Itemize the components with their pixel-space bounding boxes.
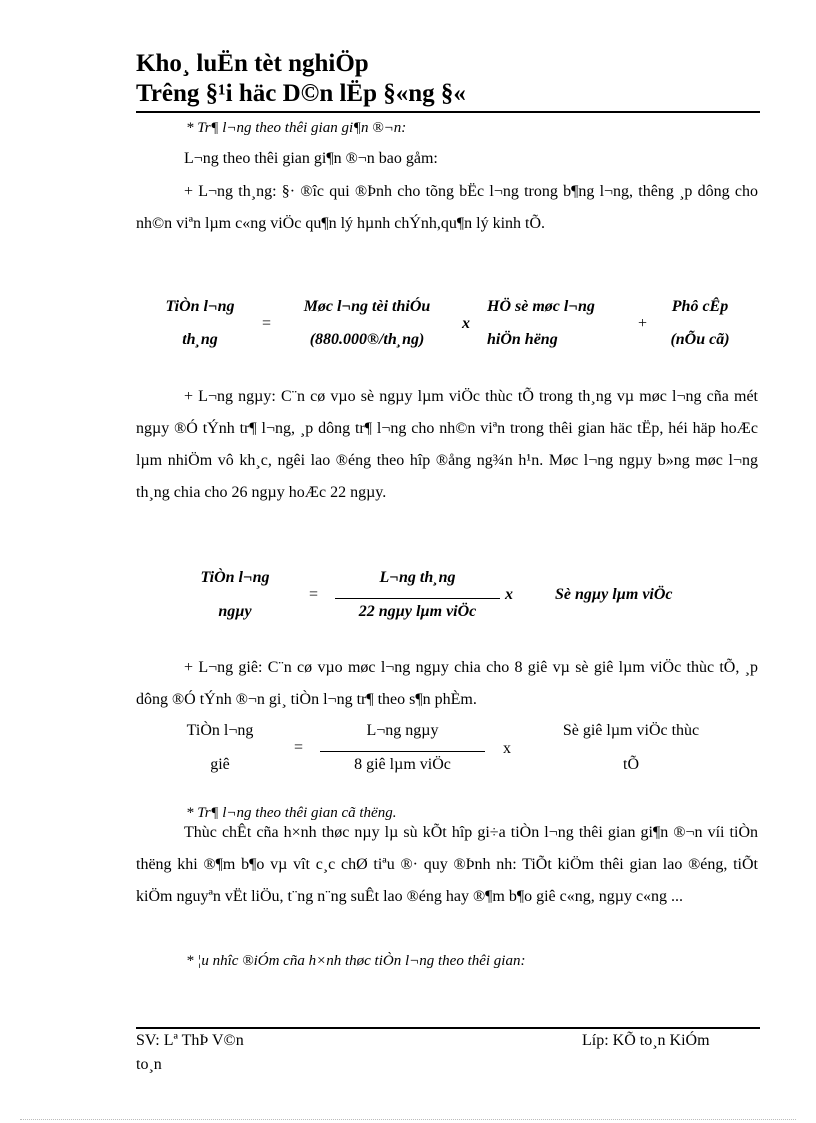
f3-denominator: 8 giê lµm viÖc	[354, 756, 451, 773]
f3-equals: =	[294, 739, 304, 756]
para-hourly: + L¬ng giê: C¨n cø vµo møc l¬ng ngµy chia cho 8 giê vµ sè giê lµm viÖc thùc tÕ, ¸p dông ®Ó tÝnh ®¬n gi¸ tiÒn l¬ng tr¶ theo s¶n phÈm.	[136, 659, 758, 708]
f1-coefficient: HÖ sè møc l¬ng	[487, 298, 595, 315]
f2-fraction-bar	[335, 598, 500, 599]
f1-lhs-bottom: th¸ng	[182, 331, 218, 348]
f3-times: x	[503, 740, 511, 757]
f1-coefficient-current: hiÖn hëng	[487, 331, 558, 348]
footer-rule	[136, 1027, 760, 1029]
f3-fraction-bar	[320, 751, 485, 752]
f1-times: x	[462, 315, 470, 332]
footer-class: Líp: KÕ to¸n KiÓm	[582, 1032, 710, 1049]
page-bottom-border	[20, 1119, 796, 1120]
para-monthly: + L¬ng th¸ng: §· ®îc qui ®Þnh cho tõng bËc l¬ng trong b¶ng l¬ng, thêng ¸p dông cho nh©n viªn lµm c«ng viÖc qu¶n lý hµnh chÝnh,qu¶n lý kinh tÕ.	[136, 183, 758, 232]
f2-working-days: Sè ngµy lµm viÖc	[555, 586, 673, 603]
para-daily: + L¬ng ngµy: C¨n cø vµo sè ngµy lµm viÖc thùc tÕ trong th¸ng vµ møc l¬ng cña mét ngµy ®Ó tÝnh tr¶ l¬ng, ¸p dông tr¶ l¬ng cho nh©n viªn trong thêi gian häc tËp, héi häp hoÆc lµm nhiÖm vô kh¸c, ngêi lao ®éng theo hîp ®ång ng¾n h¹n. Møc l¬ng ngµy b»ng møc l¬ng th¸ng chia cho 26 ngµy hoÆc 22 ngµy.	[136, 388, 758, 501]
subhead-pros-cons: * ¦u nhîc ®iÓm cña h×nh thøc tiÒn l¬ng theo thêi gian:	[186, 953, 526, 969]
header-title: Kho¸ luËn tèt nghiÖp	[136, 50, 369, 77]
f3-lhs-bottom: giê	[210, 756, 230, 773]
f1-min-wage: Møc l¬ng tèi thiÓu	[303, 298, 431, 315]
f2-equals: =	[309, 586, 319, 603]
subhead-time-bonus: * Tr¶ l¬ng theo thêi gian cã thëng.	[186, 805, 397, 821]
f2-times: x	[505, 586, 513, 603]
f2-denominator: 22 ngµy lµm viÖc	[358, 603, 477, 620]
header-school: Trêng §¹i häc D©n lËp §«ng §«	[136, 80, 466, 107]
f1-lhs-top: TiÒn l¬ng	[165, 298, 235, 315]
f1-equals: =	[262, 315, 272, 332]
f2-lhs-bottom: ngµy	[218, 603, 252, 620]
f1-allowance-note: (nÕu cã)	[670, 331, 730, 348]
f3-working-hours-cont: tÕ	[623, 756, 639, 773]
subhead-simple-time: * Tr¶ l¬ng theo thêi gian gi¶n ®¬n:	[186, 120, 407, 136]
para-intro: L¬ng theo thêi gian gi¶n ®¬n bao gåm:	[184, 150, 438, 167]
f3-numerator: L¬ng ngµy	[366, 722, 439, 739]
f1-min-wage-amount: (880.000®/th¸ng)	[309, 331, 425, 348]
f1-plus: +	[638, 315, 648, 332]
para-bonus: Thùc chÊt cña h×nh thøc nµy lµ sù kÕt hîp gi÷a tiÒn l¬ng thêi gian gi¶n ®¬n víi tiÒn thëng khi ®¶m b¶o vµ vît c¸c chØ tiªu ®· quy ®Þnh nh: TiÕt kiÖm thêi gian lao ®éng, tiÕt kiÖm nguyªn vËt liÖu, t¨ng n¨ng suÊt lao ®éng hay ®¶m b¶o giê c«ng, ngµy c«ng ...	[136, 824, 758, 905]
f3-working-hours: Sè giê lµm viÖc thùc	[562, 722, 700, 739]
f3-lhs-top: TiÒn l¬ng	[186, 722, 254, 739]
f1-allowance: Phô cÊp	[671, 298, 729, 315]
f2-numerator: L¬ng th¸ng	[379, 569, 456, 586]
f2-lhs-top: TiÒn l¬ng	[200, 569, 270, 586]
footer-student: SV: Lª ThÞ V©n	[136, 1032, 244, 1049]
footer-student-cont: to¸n	[136, 1056, 162, 1073]
